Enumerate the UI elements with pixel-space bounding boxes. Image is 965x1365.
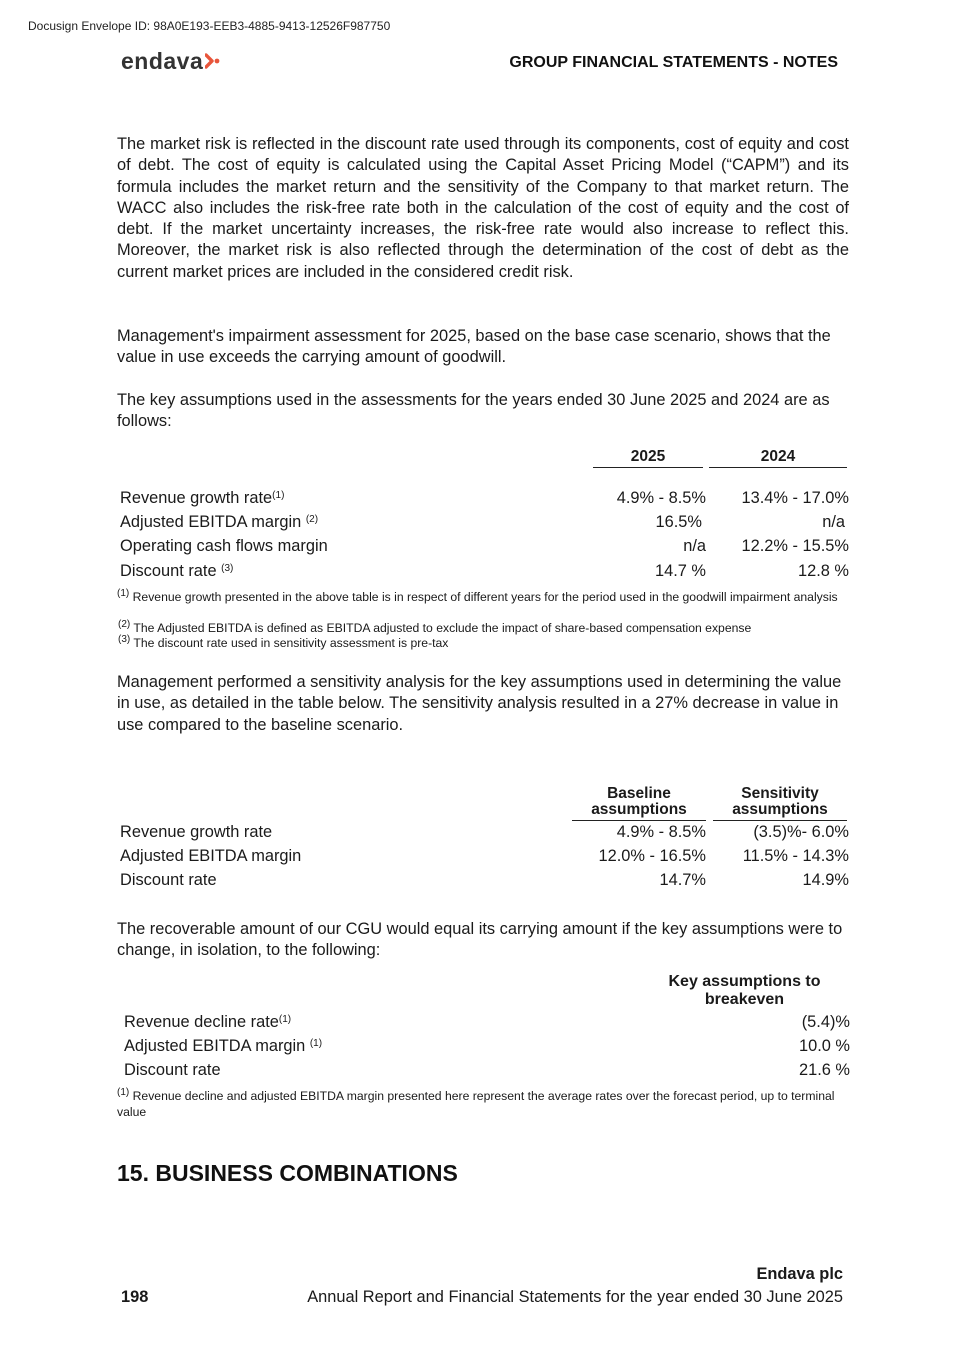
baseline-value: 12.0% - 16.5% bbox=[598, 846, 706, 865]
value-2025: 14.7 % bbox=[654, 561, 706, 580]
breakeven-value: 10.0 % bbox=[798, 1036, 850, 1055]
table-row bbox=[117, 1010, 850, 1034]
docusign-envelope-id: Docusign Envelope ID: 98A0E193-EEB3-4885-9413-12526F987750 bbox=[28, 19, 391, 33]
table2-header-baseline: Baseline assumptions bbox=[591, 785, 687, 818]
table1-footnote-3: $^{(3)}$ The discount rate used in sensitivity assessment is pre-tax bbox=[118, 634, 449, 650]
table-row bbox=[117, 535, 849, 559]
row-label: Revenue growth rate bbox=[120, 822, 273, 841]
baseline-value: 4.9% - 8.5% bbox=[616, 822, 706, 841]
footer-report-title: Annual Report and Financial Statements for the year ended 30 June 2025 bbox=[307, 1288, 843, 1306]
table-row bbox=[117, 869, 849, 893]
row-label: Revenue decline rate$^{(1)}$ bbox=[124, 1012, 292, 1031]
row-label: Discount rate $^{(3)}$ bbox=[120, 561, 234, 580]
value-2025: 4.9% - 8.5% bbox=[616, 488, 706, 507]
row-label: Discount rate bbox=[120, 871, 217, 890]
table-row bbox=[117, 559, 849, 583]
header-section-title: GROUP FINANCIAL STATEMENTS - NOTES bbox=[509, 54, 838, 71]
logo-text: endava bbox=[121, 48, 204, 74]
table2-header-sensitivity: Sensitivity assumptions bbox=[732, 785, 828, 818]
value-2025: 16.5% bbox=[655, 512, 702, 531]
endava-logo bbox=[121, 48, 220, 75]
row-label: Adjusted EBITDA margin bbox=[120, 846, 302, 865]
table-row bbox=[117, 820, 849, 844]
key-assumptions-table bbox=[117, 486, 849, 583]
table-row bbox=[117, 1059, 850, 1083]
table1-header-2025: 2025 bbox=[630, 448, 666, 465]
endava-mark-icon bbox=[205, 53, 220, 74]
breakeven-value: 21.6 % bbox=[798, 1061, 850, 1080]
sensitivity-value: 14.9% bbox=[802, 871, 849, 890]
table3-footnote: $^{(1)}$ Revenue decline and adjusted EBITDA margin presented here represent the average rates over the forecast period, up to terminal value bbox=[117, 1087, 835, 1119]
impairment-paragraph: Management's impairment assessment for 2025, based on the base case scenario, shows that the value in use exceeds the carrying amount of goodwill. bbox=[117, 327, 831, 367]
table1-footnote-2: $^{(2)}$ The Adjusted EBITDA is defined as EBITDA adjusted to exclude the impact of share-based compensation expense bbox=[118, 619, 752, 635]
table3-header-breakeven: Key assumptions to breakeven bbox=[668, 973, 821, 1008]
row-label: Adjusted EBITDA margin $^{(1)}$ bbox=[124, 1036, 323, 1055]
table-row bbox=[117, 1034, 850, 1058]
row-label: Revenue growth rate$^{(1)}$ bbox=[120, 488, 285, 507]
page-number: 198 bbox=[121, 1288, 149, 1306]
row-label: Discount rate bbox=[124, 1061, 221, 1080]
breakeven-table bbox=[117, 1010, 850, 1083]
table1-header-rule-2025 bbox=[593, 467, 703, 468]
value-2024: 13.4% - 17.0% bbox=[741, 488, 849, 507]
market-risk-paragraph: The market risk is reflected in the discount rate used through its components, cost of equity and cost of debt. The cost of equity is calculated using the Capital Asset Pricing Model (“CAPM”) and its formula includes the market return and the sensitivity of the Company to that market return. The WACC also includes the risk-free rate both in the calculation of the cost of equity and the cost of debt. If the market uncertainty increases, the risk-free rate would also increase to reflect this. Moreover, the market risk is also reflected through the determination of the cost of debt as the current market prices are included in the considered credit risk. bbox=[117, 135, 849, 281]
table1-header-2024: 2024 bbox=[760, 448, 796, 465]
footer-company-name: Endava plc bbox=[756, 1265, 843, 1283]
table-row bbox=[117, 510, 849, 534]
sensitivity-table bbox=[117, 820, 849, 893]
recoverable-amount-intro: The recoverable amount of our CGU would equal its carrying amount if the key assumptions were to change, in isolation, to the following: bbox=[117, 920, 843, 960]
breakeven-value: (5.4)% bbox=[801, 1012, 850, 1031]
row-label: Adjusted EBITDA margin $^{(2)}$ bbox=[120, 512, 319, 531]
sensitivity-value: (3.5)%- 6.0% bbox=[753, 822, 849, 841]
table-row bbox=[117, 486, 849, 510]
sensitivity-intro: Management performed a sensitivity analysis for the key assumptions used in determining the value in use, as detailed in the table below. The sensitivity analysis resulted in a 27% decrease in value in use compared to the baseline scenario. bbox=[117, 673, 842, 734]
key-assumptions-intro: The key assumptions used in the assessments for the years ended 30 June 2025 and 2024 are as follows: bbox=[117, 391, 830, 431]
value-2024: n/a bbox=[822, 512, 845, 531]
table1-footnote-1: $^{(1)}$ Revenue growth presented in the above table is in respect of different years for the period used in the goodwill impairment analysis bbox=[117, 588, 838, 604]
value-2025: n/a bbox=[683, 537, 706, 556]
value-2024: 12.8 % bbox=[797, 561, 849, 580]
sensitivity-value: 11.5% - 14.3% bbox=[742, 846, 849, 865]
value-2024: 12.2% - 15.5% bbox=[741, 537, 849, 556]
section-heading: 15. BUSINESS COMBINATIONS bbox=[117, 1160, 458, 1186]
table-row bbox=[117, 844, 849, 868]
baseline-value: 14.7% bbox=[659, 871, 706, 890]
table1-header-rule-2024 bbox=[709, 467, 847, 468]
row-label: Operating cash flows margin bbox=[120, 537, 328, 556]
